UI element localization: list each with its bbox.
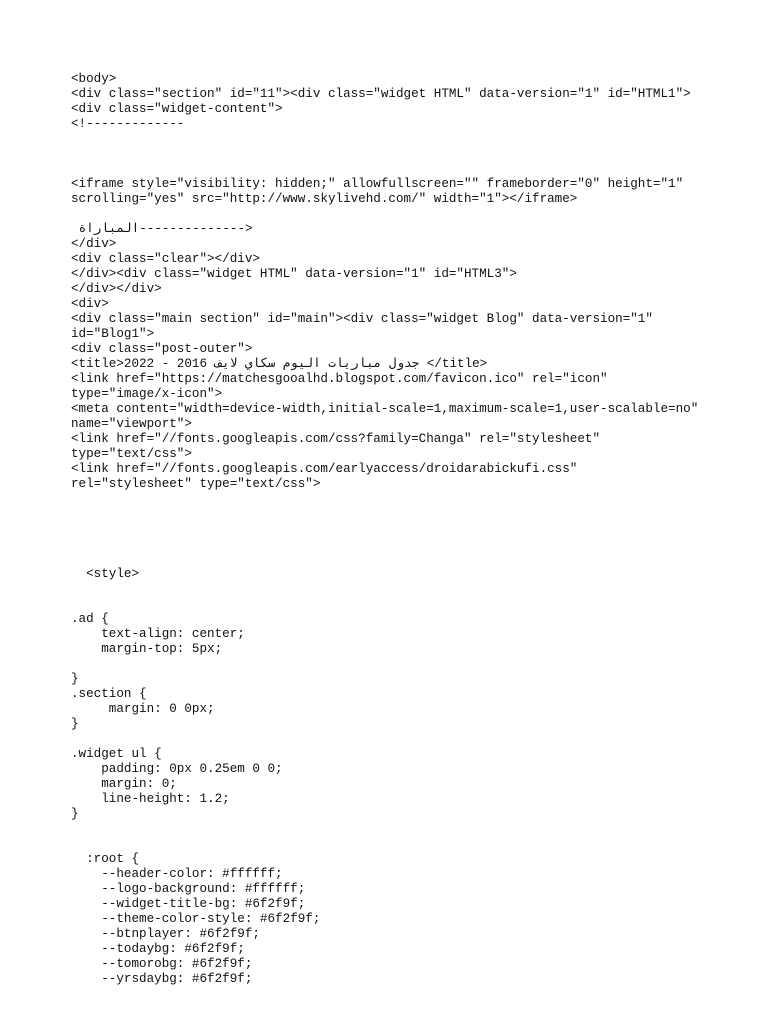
code-line: --widget-title-bg: #6f2f9f; bbox=[71, 897, 306, 911]
code-line: المباراة--------------> bbox=[71, 222, 253, 236]
code-line bbox=[71, 132, 731, 147]
code-line: --todaybg: #6f2f9f; bbox=[71, 942, 245, 956]
code-line: <div class="post-outer"> bbox=[71, 342, 253, 356]
code-line: text-align: center; bbox=[71, 627, 245, 641]
code-line: padding: 0px 0.25em 0 0; bbox=[71, 762, 283, 776]
code-line: --header-color: #ffffff; bbox=[71, 867, 283, 881]
code-line bbox=[71, 552, 731, 567]
code-line: } bbox=[71, 672, 79, 686]
code-line bbox=[71, 507, 731, 522]
code-line bbox=[71, 492, 731, 507]
code-line: id="Blog1"> bbox=[71, 327, 155, 341]
code-line: <div class="section" id="11"><div class="widget HTML" data-version="1" id="HTML1"> bbox=[71, 87, 691, 101]
code-line: --theme-color-style: #6f2f9f; bbox=[71, 912, 321, 926]
code-line bbox=[71, 147, 731, 162]
code-line bbox=[71, 837, 731, 852]
code-line: margin-top: 5px; bbox=[71, 642, 223, 656]
code-line: </div> bbox=[71, 237, 117, 251]
code-line: --tomorobg: #6f2f9f; bbox=[71, 957, 253, 971]
code-line: <title>2022 - 2016 جدول مباريات اليوم سكاي لايف </title> bbox=[71, 357, 488, 371]
code-listing bbox=[71, 72, 731, 987]
code-line bbox=[71, 522, 731, 537]
code-line: line-height: 1.2; bbox=[71, 792, 230, 806]
code-line bbox=[71, 582, 731, 597]
code-line: } bbox=[71, 807, 79, 821]
code-line: type="text/css"> bbox=[71, 447, 192, 461]
code-line: <style> bbox=[71, 567, 140, 581]
code-line: } bbox=[71, 717, 79, 731]
code-line: <div> bbox=[71, 297, 109, 311]
code-line: --logo-background: #ffffff; bbox=[71, 882, 306, 896]
code-line: <link href="//fonts.googleapis.com/earlyaccess/droidarabickufi.css" bbox=[71, 462, 578, 476]
code-line: <div class="widget-content"> bbox=[71, 102, 283, 116]
code-line bbox=[71, 597, 731, 612]
code-line: margin: 0 0px; bbox=[71, 702, 215, 716]
code-line: </div></div> bbox=[71, 282, 162, 296]
code-line: <div class="main section" id="main"><div class="widget Blog" data-version="1" bbox=[71, 312, 653, 326]
code-line: <!------------- bbox=[71, 117, 185, 131]
code-line: </div><div class="widget HTML" data-version="1" id="HTML3"> bbox=[71, 267, 517, 281]
code-line bbox=[71, 657, 731, 672]
code-line: rel="stylesheet" type="text/css"> bbox=[71, 477, 321, 491]
code-line: <link href="//fonts.googleapis.com/css?family=Changa" rel="stylesheet" bbox=[71, 432, 601, 446]
code-line: <div class="clear"></div> bbox=[71, 252, 260, 266]
code-line: <meta content="width=device-width,initial-scale=1,maximum-scale=1,user-scalable=no" bbox=[71, 402, 699, 416]
code-line bbox=[71, 732, 731, 747]
code-line bbox=[71, 822, 731, 837]
code-line: --btnplayer: #6f2f9f; bbox=[71, 927, 260, 941]
code-line: .ad { bbox=[71, 612, 109, 626]
code-line: :root { bbox=[71, 852, 140, 866]
code-line bbox=[71, 207, 731, 222]
code-line: type="image/x-icon"> bbox=[71, 387, 223, 401]
code-line: --yrsdaybg: #6f2f9f; bbox=[71, 972, 253, 986]
code-line: <iframe style="visibility: hidden;" allowfullscreen="" frameborder="0" height="1" bbox=[71, 177, 684, 191]
code-line: scrolling="yes" src="http://www.skylivehd.com/" width="1"></iframe> bbox=[71, 192, 578, 206]
code-line: .widget ul { bbox=[71, 747, 162, 761]
code-line bbox=[71, 537, 731, 552]
code-line: .section { bbox=[71, 687, 147, 701]
code-line: name="viewport"> bbox=[71, 417, 192, 431]
code-line: <body> bbox=[71, 72, 117, 86]
code-line bbox=[71, 162, 731, 177]
code-line: margin: 0; bbox=[71, 777, 177, 791]
code-line: <link href="https://matchesgooalhd.blogspot.com/favicon.ico" rel="icon" bbox=[71, 372, 608, 386]
